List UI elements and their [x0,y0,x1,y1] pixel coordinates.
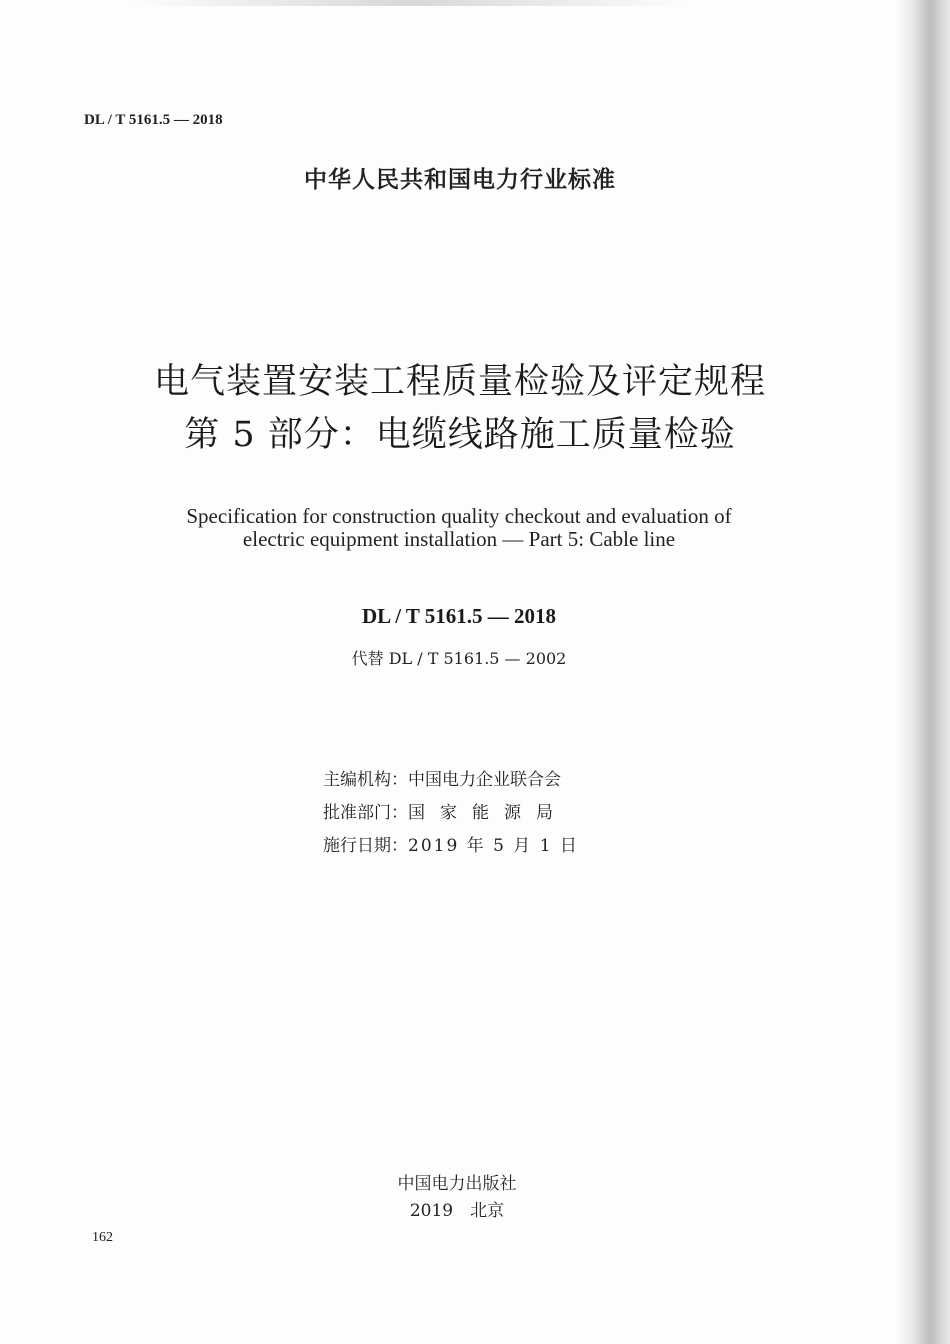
effective-date-row [323,831,579,856]
chinese-title-line-2: 第 5 部分：电缆线路施工质量检验 [184,415,736,455]
scan-binding-edge [898,0,950,1344]
standard-number: DL / T 5161.5 — 2018 [361,604,557,628]
publisher-year-city: 2019 北京 [409,1201,505,1221]
page-number: 162 [92,1230,113,1245]
editor-label: 主编机构： [323,770,408,790]
scan-smudge [130,0,690,6]
editor-value: 中国电力企业联合会 [408,770,561,790]
approver-row [323,798,568,823]
replaces-standard: 代替 DL / T 5161.5 — 2002 [351,649,567,668]
editor-row [323,765,561,790]
english-title-line-1: Specification for construction quality checkout and evaluation of [186,504,732,528]
effective-date-value: 2019 年 5 月 1 日 [408,836,579,856]
effective-date-label: 施行日期： [323,836,408,856]
approver-value: 国家能源局 [408,803,568,823]
publisher-name: 中国电力出版社 [397,1174,517,1194]
industry-standard-title: 中华人民共和国电力行业标准 [304,167,616,193]
chinese-title-line-1: 电气装置安装工程质量检验及评定规程 [153,362,766,402]
english-title-line-2: electric equipment installation — Part 5: Cable line [242,527,676,551]
header-standard-code: DL / T 5161.5 — 2018 [84,112,223,128]
approver-label: 批准部门： [323,803,408,823]
